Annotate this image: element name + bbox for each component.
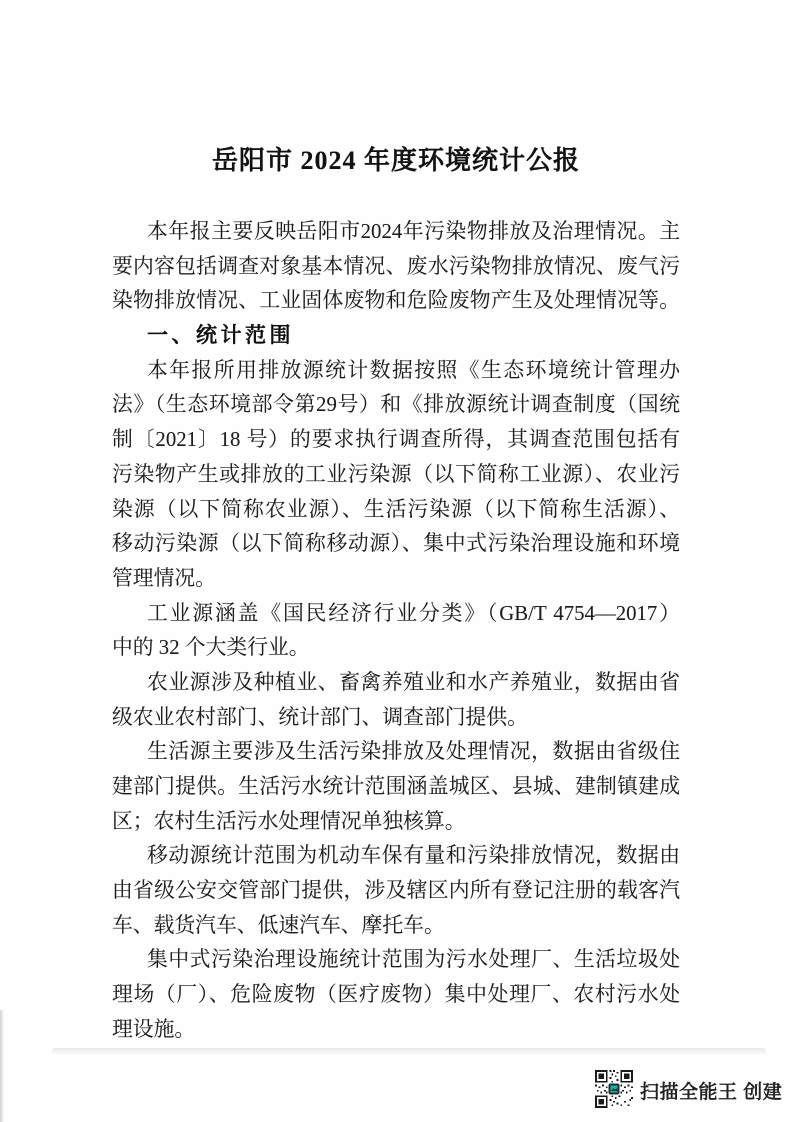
- text-line: 移动源统计范围为机动车保有量和污染排放情况，数据由: [147, 844, 680, 868]
- text-line: 理设施。: [112, 1017, 196, 1041]
- text-line: 由省级公安交管部门提供，涉及辖区内所有登记注册的载客汽: [112, 879, 680, 903]
- document-body: [112, 215, 680, 1048]
- text-line: 法》（生态环境部令第29号）和《排放源统计调查制度（国统: [112, 393, 680, 417]
- text-line: 要内容包括调查对象基本情况、废水污染物排放情况、废气污: [112, 254, 680, 278]
- text-line: 集中式污染治理设施统计范围为污水处理厂、生活垃圾处: [147, 948, 680, 972]
- text-line: 生活源主要涉及生活污染排放及处理情况，数据由省级住: [147, 740, 680, 764]
- text-line: 农业源涉及种植业、畜禽养殖业和水产养殖业，数据由省: [147, 670, 680, 694]
- text-line: 移动污染源（以下简称移动源）、集中式污染治理设施和环境: [112, 532, 680, 556]
- text-line: 中的 32 个大类行业。: [112, 636, 310, 660]
- qr-code-icon: [595, 1070, 633, 1108]
- scanner-watermark: [595, 1068, 785, 1112]
- text-line: 工业源涵盖《国民经济行业分类》（GB/T 4754—2017）: [147, 601, 680, 625]
- text-line: 染物排放情况、工业固体废物和危险废物产生及处理情况等。: [112, 289, 680, 313]
- text-line: 区；农村生活污水处理情况单独核算。: [112, 809, 466, 833]
- text-line: 理场（厂）、危险废物（医疗废物）集中处理厂、农村污水处: [112, 983, 680, 1007]
- scan-edge-streak: [0, 1010, 4, 1122]
- text-line: 本年报主要反映岳阳市2024年污染物排放及治理情况。主: [147, 220, 680, 243]
- text-line: 管理情况。: [112, 566, 216, 590]
- text-line: 制〔2021〕18 号）的要求执行调查所得，其调查范围包括有: [112, 428, 680, 452]
- scan-edge-shadow: [52, 1048, 766, 1055]
- text-line: 级农业农村部门、统计部门、调查部门提供。: [112, 705, 528, 729]
- section-heading: 一、统计范围: [147, 324, 294, 348]
- text-line: 本年报所用排放源统计数据按照《生态环境统计管理办: [147, 358, 680, 382]
- document-title: 岳阳市 2024 年度环境统计公报: [211, 146, 580, 175]
- text-line: 车、载货汽车、低速汽车、摩托车。: [112, 913, 445, 937]
- text-line: 建部门提供。生活污水统计范围涵盖城区、县城、建制镇建成: [112, 775, 680, 798]
- text-line: 染源（以下简称农业源）、生活污染源（以下简称生活源）、: [112, 497, 680, 521]
- camscanner-watermark-label: 扫描全能王 创建: [640, 1082, 783, 1103]
- text-line: 污染物产生或排放的工业污染源（以下简称工业源）、农业污: [112, 462, 680, 486]
